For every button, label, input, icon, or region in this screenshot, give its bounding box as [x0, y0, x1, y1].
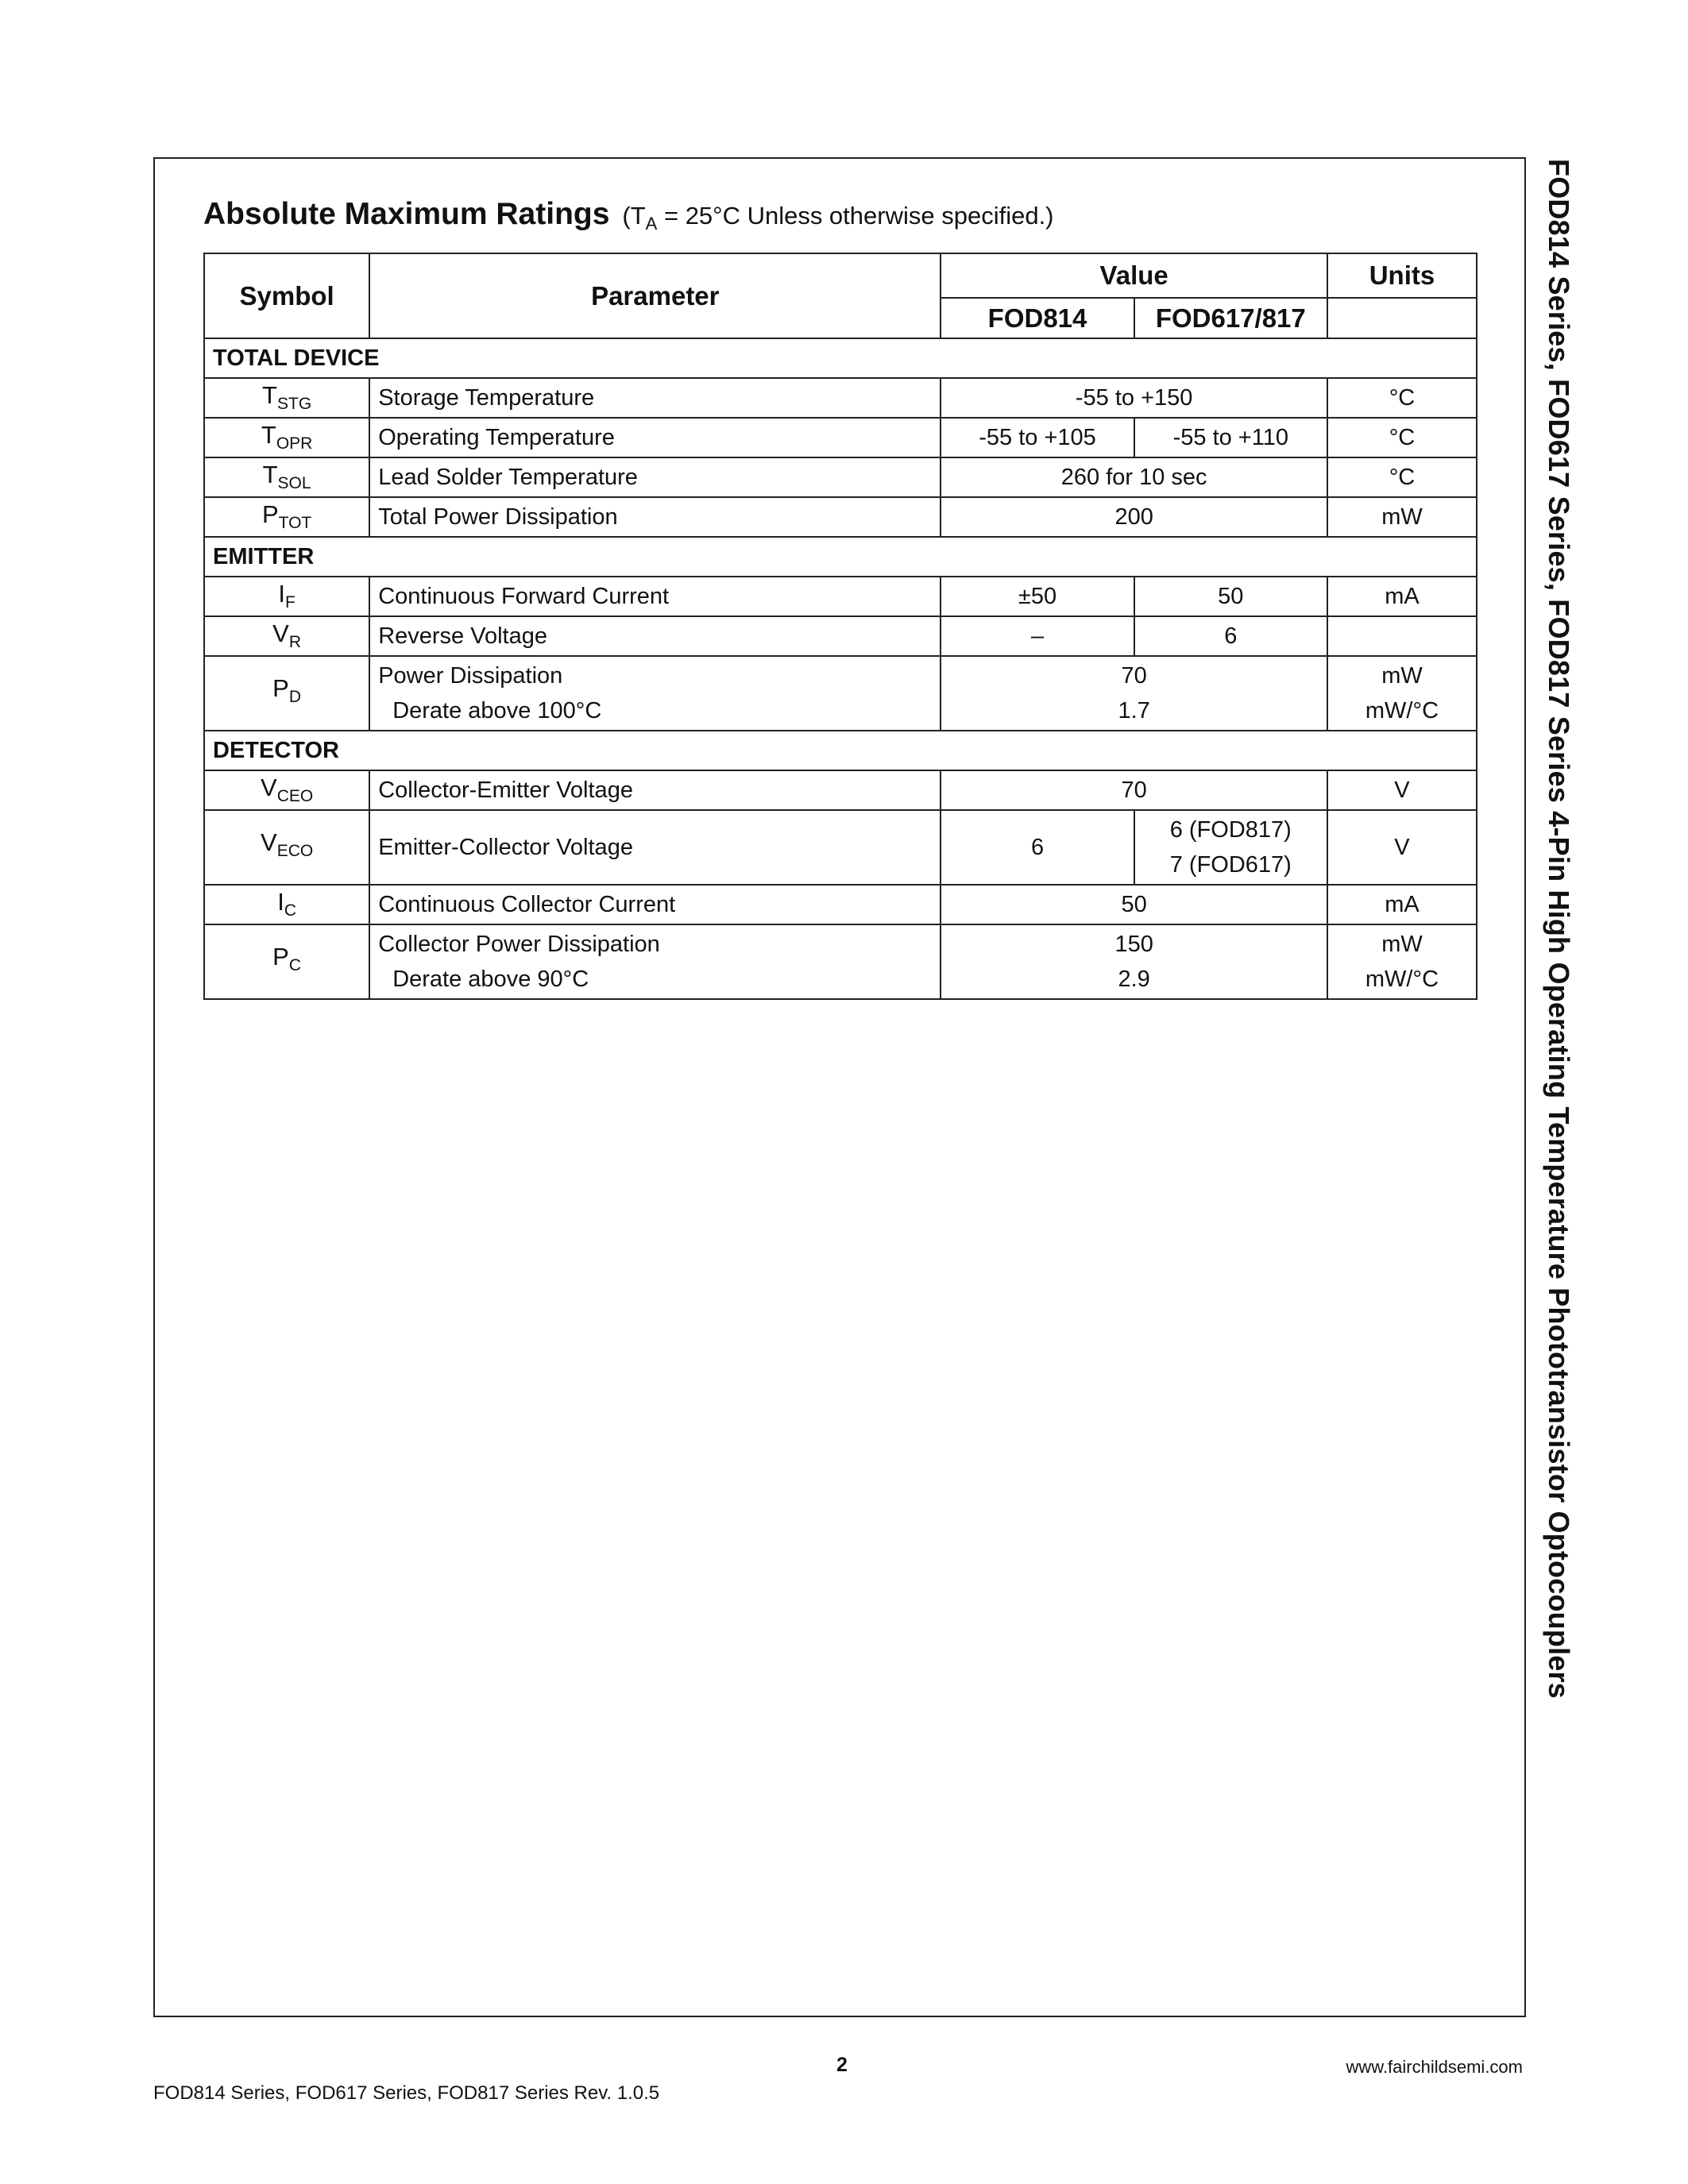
parameter-cell: Operating Temperature — [369, 418, 941, 457]
parameter-cell: Storage Temperature — [369, 378, 941, 418]
unit-cell: mW mW/°C — [1327, 656, 1477, 731]
table-row — [204, 418, 1477, 457]
table-row — [204, 770, 1477, 810]
symbol-cell: $V_{CEO}$ — [204, 770, 369, 810]
parameter-cell: Lead Solder Temperature — [369, 457, 941, 497]
unit-cell: mA — [1327, 577, 1477, 616]
section-heading — [203, 197, 1054, 234]
header-fod617-817: FOD617/817 — [1134, 298, 1327, 338]
header-units: Units — [1327, 253, 1477, 298]
table-row — [204, 924, 1477, 999]
value-fod814-cell: ±50 — [941, 577, 1134, 616]
unit-cell: mA — [1327, 885, 1477, 924]
parameter-cell: Power Dissipation Derate above 100°C — [369, 656, 941, 731]
table-row — [204, 457, 1477, 497]
unit-cell: mW — [1327, 497, 1477, 537]
section-row-emitter — [204, 537, 1477, 577]
symbol-cell: $T_{OPR}$ — [204, 418, 369, 457]
symbol-cell: $T_{SOL}$ — [204, 457, 369, 497]
unit-cell: °C — [1327, 457, 1477, 497]
unit-cell — [1327, 616, 1477, 656]
value-cell: 70 1.7 — [941, 656, 1327, 731]
table-row — [204, 885, 1477, 924]
section-condition: ($T_A = 25^\circ C$ Unless otherwise specified.) — [622, 202, 1054, 234]
value-fod617-cell: -55 to +110 — [1134, 418, 1327, 457]
side-title — [1542, 159, 1586, 1906]
unit-cell: mW mW/°C — [1327, 924, 1477, 999]
symbol-cell: $P_{TOT}$ — [204, 497, 369, 537]
section-label: EMITTER — [204, 537, 1477, 577]
value-fod617-cell: 6 — [1134, 616, 1327, 656]
header-parameter: Parameter — [369, 253, 941, 338]
value-cell: 50 — [941, 885, 1327, 924]
unit-cell: °C — [1327, 418, 1477, 457]
parameter-cell: Continuous Collector Current — [369, 885, 941, 924]
table-row — [204, 577, 1477, 616]
header-value: Value — [941, 253, 1327, 298]
parameter-cell: Collector Power Dissipation Derate above 90°C — [369, 924, 941, 999]
table-row — [204, 810, 1477, 885]
page-number: 2 — [836, 2054, 848, 2076]
ratings-table — [203, 253, 1477, 1000]
header-fod814: FOD814 — [941, 298, 1134, 338]
table-row — [204, 656, 1477, 731]
section-label: DETECTOR — [204, 731, 1477, 770]
symbol-cell: $T_{STG}$ — [204, 378, 369, 418]
value-fod814-cell: – — [941, 616, 1134, 656]
parameter-cell: Emitter-Collector Voltage — [369, 810, 941, 885]
table-row — [204, 497, 1477, 537]
value-cell: 260 for 10 sec — [941, 457, 1327, 497]
header-row — [204, 253, 1477, 298]
value-cell: 200 — [941, 497, 1327, 537]
value-cell: -55 to +150 — [941, 378, 1327, 418]
section-title: Absolute Maximum Ratings — [203, 197, 610, 231]
revision-note: FOD814 Series, FOD617 Series, FOD817 Series Rev. 1.0.5 — [153, 2082, 660, 2104]
unit-cell: V — [1327, 770, 1477, 810]
value-fod617-cell: 50 — [1134, 577, 1327, 616]
section-row-total-device — [204, 338, 1477, 378]
parameter-cell: Collector-Emitter Voltage — [369, 770, 941, 810]
symbol-cell: $I_C$ — [204, 885, 369, 924]
unit-cell: °C — [1327, 378, 1477, 418]
parameter-cell: Total Power Dissipation — [369, 497, 941, 537]
table-row — [204, 616, 1477, 656]
value-fod814-cell: -55 to +105 — [941, 418, 1134, 457]
parameter-cell: Reverse Voltage — [369, 616, 941, 656]
header-symbol: Symbol — [204, 253, 369, 338]
parameter-cell: Continuous Forward Current — [369, 577, 941, 616]
section-label: TOTAL DEVICE — [204, 338, 1477, 378]
side-title-text: FOD814 Series, FOD617 Series, FOD817 Series 4-Pin High Operating Temperature Phototransistor Optocouplers — [1543, 159, 1575, 1699]
symbol-cell: $V_R$ — [204, 616, 369, 656]
value-fod814-cell: 6 — [941, 810, 1134, 885]
symbol-cell: $I_F$ — [204, 577, 369, 616]
website-link[interactable]: www.fairchildsemi.com — [1346, 2057, 1523, 2077]
symbol-cell: $P_C$ — [204, 924, 369, 999]
header-units-blank — [1327, 298, 1477, 338]
unit-cell: V — [1327, 810, 1477, 885]
value-cell: 150 2.9 — [941, 924, 1327, 999]
symbol-cell: $V_{ECO}$ — [204, 810, 369, 885]
value-cell: 70 — [941, 770, 1327, 810]
symbol-cell: $P_D$ — [204, 656, 369, 731]
section-row-detector — [204, 731, 1477, 770]
table-row — [204, 378, 1477, 418]
value-fod617-cell: 6 (FOD817) 7 (FOD617) — [1134, 810, 1327, 885]
